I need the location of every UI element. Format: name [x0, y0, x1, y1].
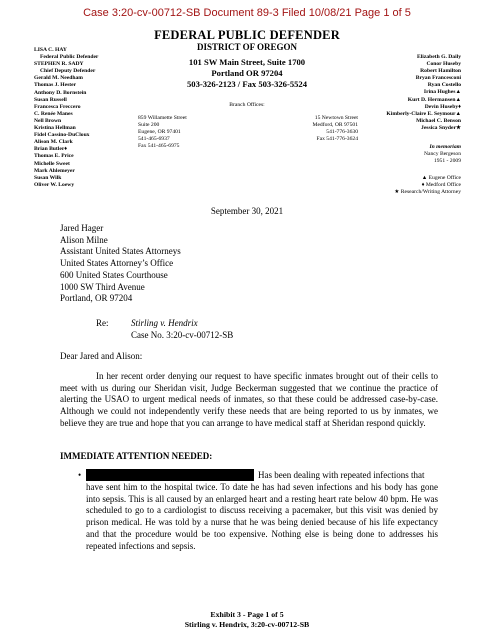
staff-list-left — [34, 47, 98, 189]
staff-name-right: Conor Huseby — [426, 61, 461, 68]
staff-name-right: Michael C. Benson — [416, 117, 461, 124]
salutation: Dear Jared and Alison: — [60, 351, 143, 361]
staff-name-left: Kristina Hellman — [34, 125, 76, 132]
staff-name-left: Gerald M. Needham — [34, 75, 83, 82]
staff-name-left: Susan Wilk — [34, 174, 62, 181]
staff-name-right: Devin Huseby♦ — [424, 103, 461, 110]
eugene-office-address: 859 Willamette Street Suite 200 Eugene, OR 97401 541-465-6937 Fax 541-465-6975 — [138, 115, 187, 149]
staff-name-left: Fidel Cassino-DuCloux — [34, 132, 90, 139]
office-legend: ▲ Eugene Office ♦ Medford Office ★ Research/Writing Attorney — [394, 175, 461, 195]
recipient-address: Jared Hager Alison Milne Assistant United States Attorneys United States Attorney’s Office 600 United States Courthouse 1000 SW Third Avenue Portland, OR 97204 — [60, 223, 181, 304]
body-paragraph: In her recent order denying our request to have specific inmates brought out of their cells to meet with us during our Sheridan visit, Judge Beckerman suggested that we continue the practice of alerting the USAO to urgent medical needs of inmates, so that these could be addressed case-by-case. Although we could not independently verify these needs that are being reported to us by inmates, we believe they are true and hope that you can arrange to have medical staff at Sheridan respond quickly. — [60, 371, 438, 428]
phone-fax: 503-326-2123 / Fax 503-326-5524 — [186, 79, 308, 89]
city-address: Portland OR 97204 — [211, 68, 283, 78]
case-number: Case No. 3:20-cv-00712-SB — [131, 329, 234, 340]
office-title: FEDERAL PUBLIC DEFENDER — [154, 28, 340, 42]
staff-name-left: Oliver W. Loewy — [34, 181, 75, 188]
staff-name-right: Ryan Costello — [427, 82, 461, 89]
staff-name-left: Federal Public Defender — [40, 54, 99, 61]
case-name: Stirling v. Hendrix — [131, 318, 198, 328]
redaction-bar — [86, 469, 254, 481]
staff-name-left: Brian Butler♦ — [34, 146, 68, 153]
staff-name-left: Thomas J. Hester — [34, 82, 77, 89]
staff-name-left: Michelle Sweet — [34, 160, 70, 167]
staff-name-right: Elizabeth G. Daily — [417, 54, 461, 60]
re-block — [131, 318, 233, 341]
branch-offices-label: Branch Offices: — [229, 102, 265, 108]
re-label: Re: — [96, 318, 109, 328]
memoriam-block: In memoriam Nancy Bergeson 1951 - 2009 — [423, 144, 461, 164]
district-name: DISTRICT OF OREGON — [196, 42, 298, 52]
staff-list-right — [386, 54, 461, 132]
bullet-icon: • — [78, 470, 82, 480]
staff-name-right: Irina Hughes▲ — [423, 89, 461, 96]
staff-name-right: Robert Hamilton — [420, 68, 461, 75]
staff-name-left: Thomas E. Price — [34, 153, 74, 160]
section-heading: IMMEDIATE ATTENTION NEEDED: — [60, 451, 213, 461]
staff-name-left: Alison M. Clark — [34, 139, 73, 146]
staff-name-left: Mark Ahlemeyer — [34, 167, 75, 174]
exhibit-footer: Exhibit 3 - Page 1 of 5 Stirling v. Hendrix, 3:20-cv-00712-SB — [184, 610, 310, 629]
staff-name-left: C. Renée Manes — [34, 110, 73, 117]
street-address: 101 SW Main Street, Suite 1700 — [188, 57, 306, 67]
staff-name-left: Nell Brown — [34, 117, 62, 124]
bullet-paragraph: have sent him to the hospital twice. To date he has had seven infections and his body has gone into sepsis. This is all caused by an enlarged heart and a resting heart rate below 40 bpm. He was scheduled to go to a cardiologist to discuss receiving a pacemaker, but this visit was denied by prison medical. He was told by a nurse that he was being denied because of his life expectancy and that the procedure would be too expensive. Nothing else is being done to addresses his repeated infections and sepsis. — [86, 482, 438, 551]
staff-name-left: STEPHEN R. SADY — [34, 61, 84, 68]
staff-name-left: Francesca Freccero — [34, 103, 81, 110]
staff-name-right: Bryan Francesconi — [415, 75, 461, 82]
staff-name-left: LISA C. HAY — [34, 47, 67, 53]
staff-name-left: Chief Deputy Defender — [40, 68, 96, 75]
medford-office-address: 15 Newtown Street Medford, OR 97501 541-776-3630 Fax 541-776-3624 — [312, 115, 358, 142]
staff-name-right: Kimberly-Claire E. Seymour▲ — [386, 110, 461, 117]
staff-name-left: Anthony D. Bornstein — [34, 89, 87, 96]
bullet-first-line: Has been dealing with repeated infections that — [258, 470, 425, 480]
letter-date: September 30, 2021 — [210, 206, 284, 216]
staff-name-right: Jessica Snyder★ — [421, 124, 461, 131]
staff-name-left: Susan Russell — [34, 96, 67, 103]
staff-name-right: Kurt D. Hermansen▲ — [407, 96, 461, 103]
filing-stamp: Case 3:20-cv-00712-SB Document 89-3 Filed 10/08/21 Page 1 of 5 — [83, 7, 411, 19]
